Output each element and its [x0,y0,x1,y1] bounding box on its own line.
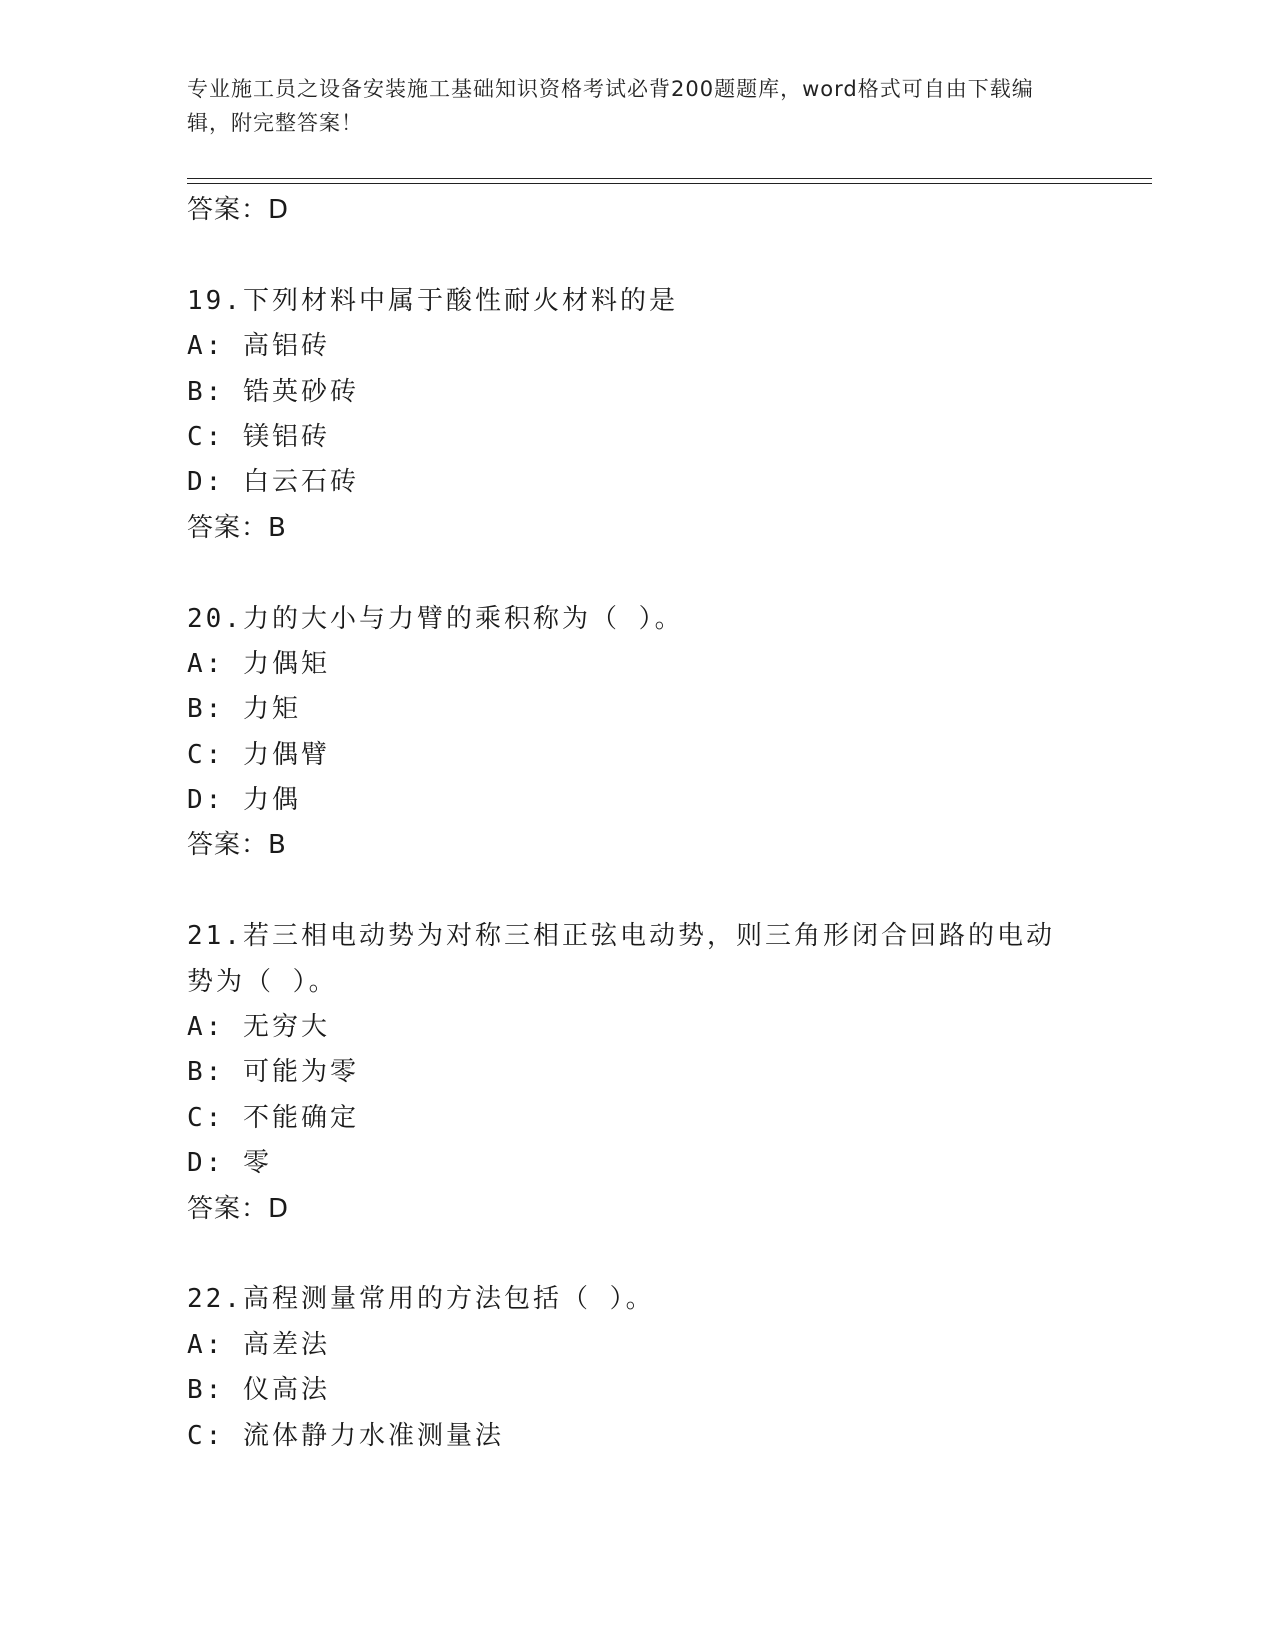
question-21-stem: 21.若三相电动势为对称三相正弦电动势，则三角形闭合回路的电动势为（ ）。 [187,921,1055,997]
question-20-option-a: A: 力偶矩 [187,648,330,679]
spacer [187,233,1087,278]
question-20-option-d: D: 力偶 [187,785,301,816]
question-21-option-b: B: 可能为零 [187,1057,359,1088]
answer-20: 答案：B [187,830,287,861]
question-19-option-d: D: 白云石砖 [187,467,359,498]
question-20-stem: 20.力的大小与力臂的乘积称为（ ）。 [187,603,684,634]
question-19-stem: 19.下列材料中属于酸性耐火材料的是 [187,285,678,316]
question-21-option-d: D: 零 [187,1148,272,1179]
header-divider-top [187,178,1152,179]
question-list [187,188,1087,1459]
question-19-option-b: B: 锆英砂砖 [187,376,359,407]
header-divider-bottom [187,183,1152,184]
answer-19: 答案：B [187,512,287,543]
question-20-option-c: C: 力偶臂 [187,739,330,770]
spacer [187,1232,1087,1277]
document-header: 专业施工员之设备安装施工基础知识资格考试必背200题题库，word格式可自由下载编辑，附完整答案！ [187,77,1034,135]
question-19-option-c: C: 镁铝砖 [187,421,330,452]
question-22-option-b: B: 仪高法 [187,1375,330,1406]
question-20-option-b: B: 力矩 [187,694,301,725]
spacer [187,551,1087,596]
answer-18: 答案：D [187,195,290,225]
answer-21: 答案：D [187,1193,290,1224]
question-22-stem: 22.高程测量常用的方法包括（ ）。 [187,1284,655,1315]
question-19-option-a: A: 高铝砖 [187,331,330,362]
question-21-option-c: C: 不能确定 [187,1102,359,1133]
question-21-option-a: A: 无穷大 [187,1012,330,1043]
question-22-option-a: A: 高差法 [187,1329,330,1360]
spacer [187,869,1087,914]
question-22-option-c: C: 流体静力水准测量法 [187,1420,504,1451]
